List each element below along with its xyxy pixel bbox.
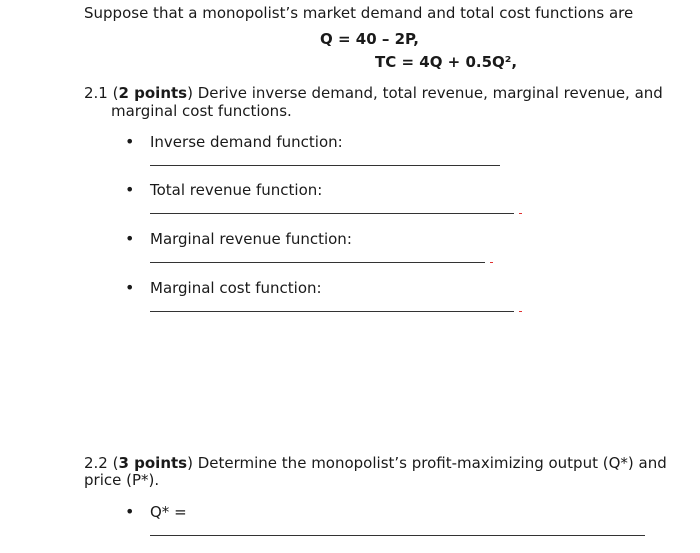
question-number: 2.2 ( bbox=[84, 454, 119, 472]
intro-text: Suppose that a monopolist’s market demand and total cost functions are bbox=[84, 4, 634, 22]
points-label: 3 points bbox=[118, 454, 188, 472]
q-star-label: Q* = bbox=[150, 503, 187, 521]
bullet-icon: • bbox=[125, 132, 135, 151]
q-star-answer-line[interactable] bbox=[150, 535, 645, 536]
points-label: 2 points bbox=[118, 84, 188, 102]
marginal-revenue-answer-line[interactable] bbox=[150, 262, 485, 263]
red-dash-mark bbox=[519, 213, 522, 214]
question-2-2-heading bbox=[84, 454, 667, 472]
red-dash-mark bbox=[519, 311, 522, 312]
question-text: ) Determine the monopolist’s profit-maximizing output (Q*) and bbox=[187, 454, 667, 472]
inverse-demand-answer-line[interactable] bbox=[150, 165, 500, 166]
demand-equation: Q = 40 – 2P, bbox=[320, 30, 419, 48]
question-text: ) Derive inverse demand, total revenue, marginal revenue, and bbox=[187, 84, 663, 102]
marginal-revenue-label: Marginal revenue function: bbox=[150, 230, 352, 248]
question-2-1-heading bbox=[84, 84, 663, 102]
bullet-icon: • bbox=[125, 229, 135, 248]
inverse-demand-label: Inverse demand function: bbox=[150, 133, 343, 151]
total-revenue-label: Total revenue function: bbox=[150, 181, 323, 199]
total-revenue-answer-line[interactable] bbox=[150, 213, 514, 214]
marginal-cost-label: Marginal cost function: bbox=[150, 279, 322, 297]
question-2-2-continuation: price (P*). bbox=[84, 471, 160, 489]
question-number: 2.1 ( bbox=[84, 84, 119, 102]
marginal-cost-answer-line[interactable] bbox=[150, 311, 514, 312]
red-dash-mark bbox=[490, 262, 493, 263]
bullet-icon: • bbox=[125, 278, 135, 297]
bullet-icon: • bbox=[125, 502, 135, 521]
bullet-icon: • bbox=[125, 180, 135, 199]
cost-equation: TC = 4Q + 0.5Q², bbox=[375, 53, 518, 71]
question-2-1-continuation: marginal cost functions. bbox=[111, 102, 292, 120]
